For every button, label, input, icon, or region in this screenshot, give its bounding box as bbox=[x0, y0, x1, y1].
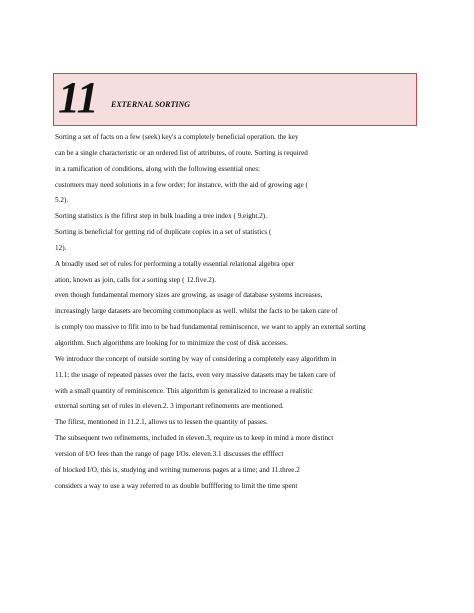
text-line: Sorting is beneficial for getting rid of duplicate copies in a set of statistics ( bbox=[55, 228, 272, 237]
text-line: The subsequent two refinements, included in eleven.3, require us to keep in mind a more distinct bbox=[55, 434, 334, 443]
text-line: Sorting statistics is the fifirst step in bulk loading a tree index ( 9.eight.2). bbox=[55, 212, 267, 221]
text-line: is comply too massive to fifit into to be had fundamental reminiscence, we want to apply an external sorting bbox=[55, 323, 366, 332]
text-line: external sorting set of rules in eleven.2. 3 important refinements are mentioned. bbox=[55, 402, 284, 411]
text-line: of blocked I/O, this is, studying and writing numerous pages at a time; and 11.three.2 bbox=[55, 465, 300, 474]
text-line: ation, known as join, calls for a sorting step ( 12.five.2). bbox=[55, 275, 217, 284]
body-text bbox=[55, 130, 425, 494]
text-line: 11.1; the usage of repeated passes over the facts, even very massive datasets may be taken care of bbox=[55, 370, 336, 379]
text-line: The fifirst, mentioned in 11.2.1, allows us to lessen the quantity of passes. bbox=[55, 418, 268, 427]
text-line: We introduce the concept of outside sorting by way of considering a completely easy algorithm in bbox=[55, 354, 337, 363]
chapter-header bbox=[53, 73, 417, 126]
text-line: considers a way to use a way referred to as double buffffering to limit the time spent bbox=[55, 481, 298, 490]
text-line: customers may need solutions in a few order; for instance, with the aid of growing age ( bbox=[55, 180, 308, 189]
text-line: 5.2). bbox=[55, 196, 69, 205]
text-line: algorithm. Such algorithms are looking for to minimize the cost of disk accesses. bbox=[55, 338, 288, 347]
text-line: with a small quantity of reminiscence. This algorithm is generalized to increase a realistic bbox=[55, 386, 313, 395]
text-line: 12). bbox=[55, 243, 67, 252]
text-line: Sorting a set of facts on a few (seek) key's a completely beneficial operation. the key bbox=[55, 133, 299, 141]
text-line: in a ramification of conditions, along with the following essential ones: bbox=[55, 164, 261, 173]
text-line: even though fundamental memory sizes are growing, as usage of database systems increases, bbox=[55, 291, 323, 300]
text-line: A broadly used set of rules for performing a totally essential relational algebra oper bbox=[55, 259, 295, 268]
text-line: increasingly large datasets are becoming commonplace as well. whilst the facts to be taken care of bbox=[55, 307, 338, 316]
chapter-title: EXTERNAL SORTING bbox=[111, 100, 191, 109]
chapter-number: 11 bbox=[58, 73, 98, 122]
text-line: can be a single characteristic or an ordered list of attributes, of route. Sorting is required bbox=[55, 148, 308, 157]
text-line: version of I/O fees than the range of page I/Os. eleven.3.1 discusses the effffect bbox=[55, 449, 284, 458]
